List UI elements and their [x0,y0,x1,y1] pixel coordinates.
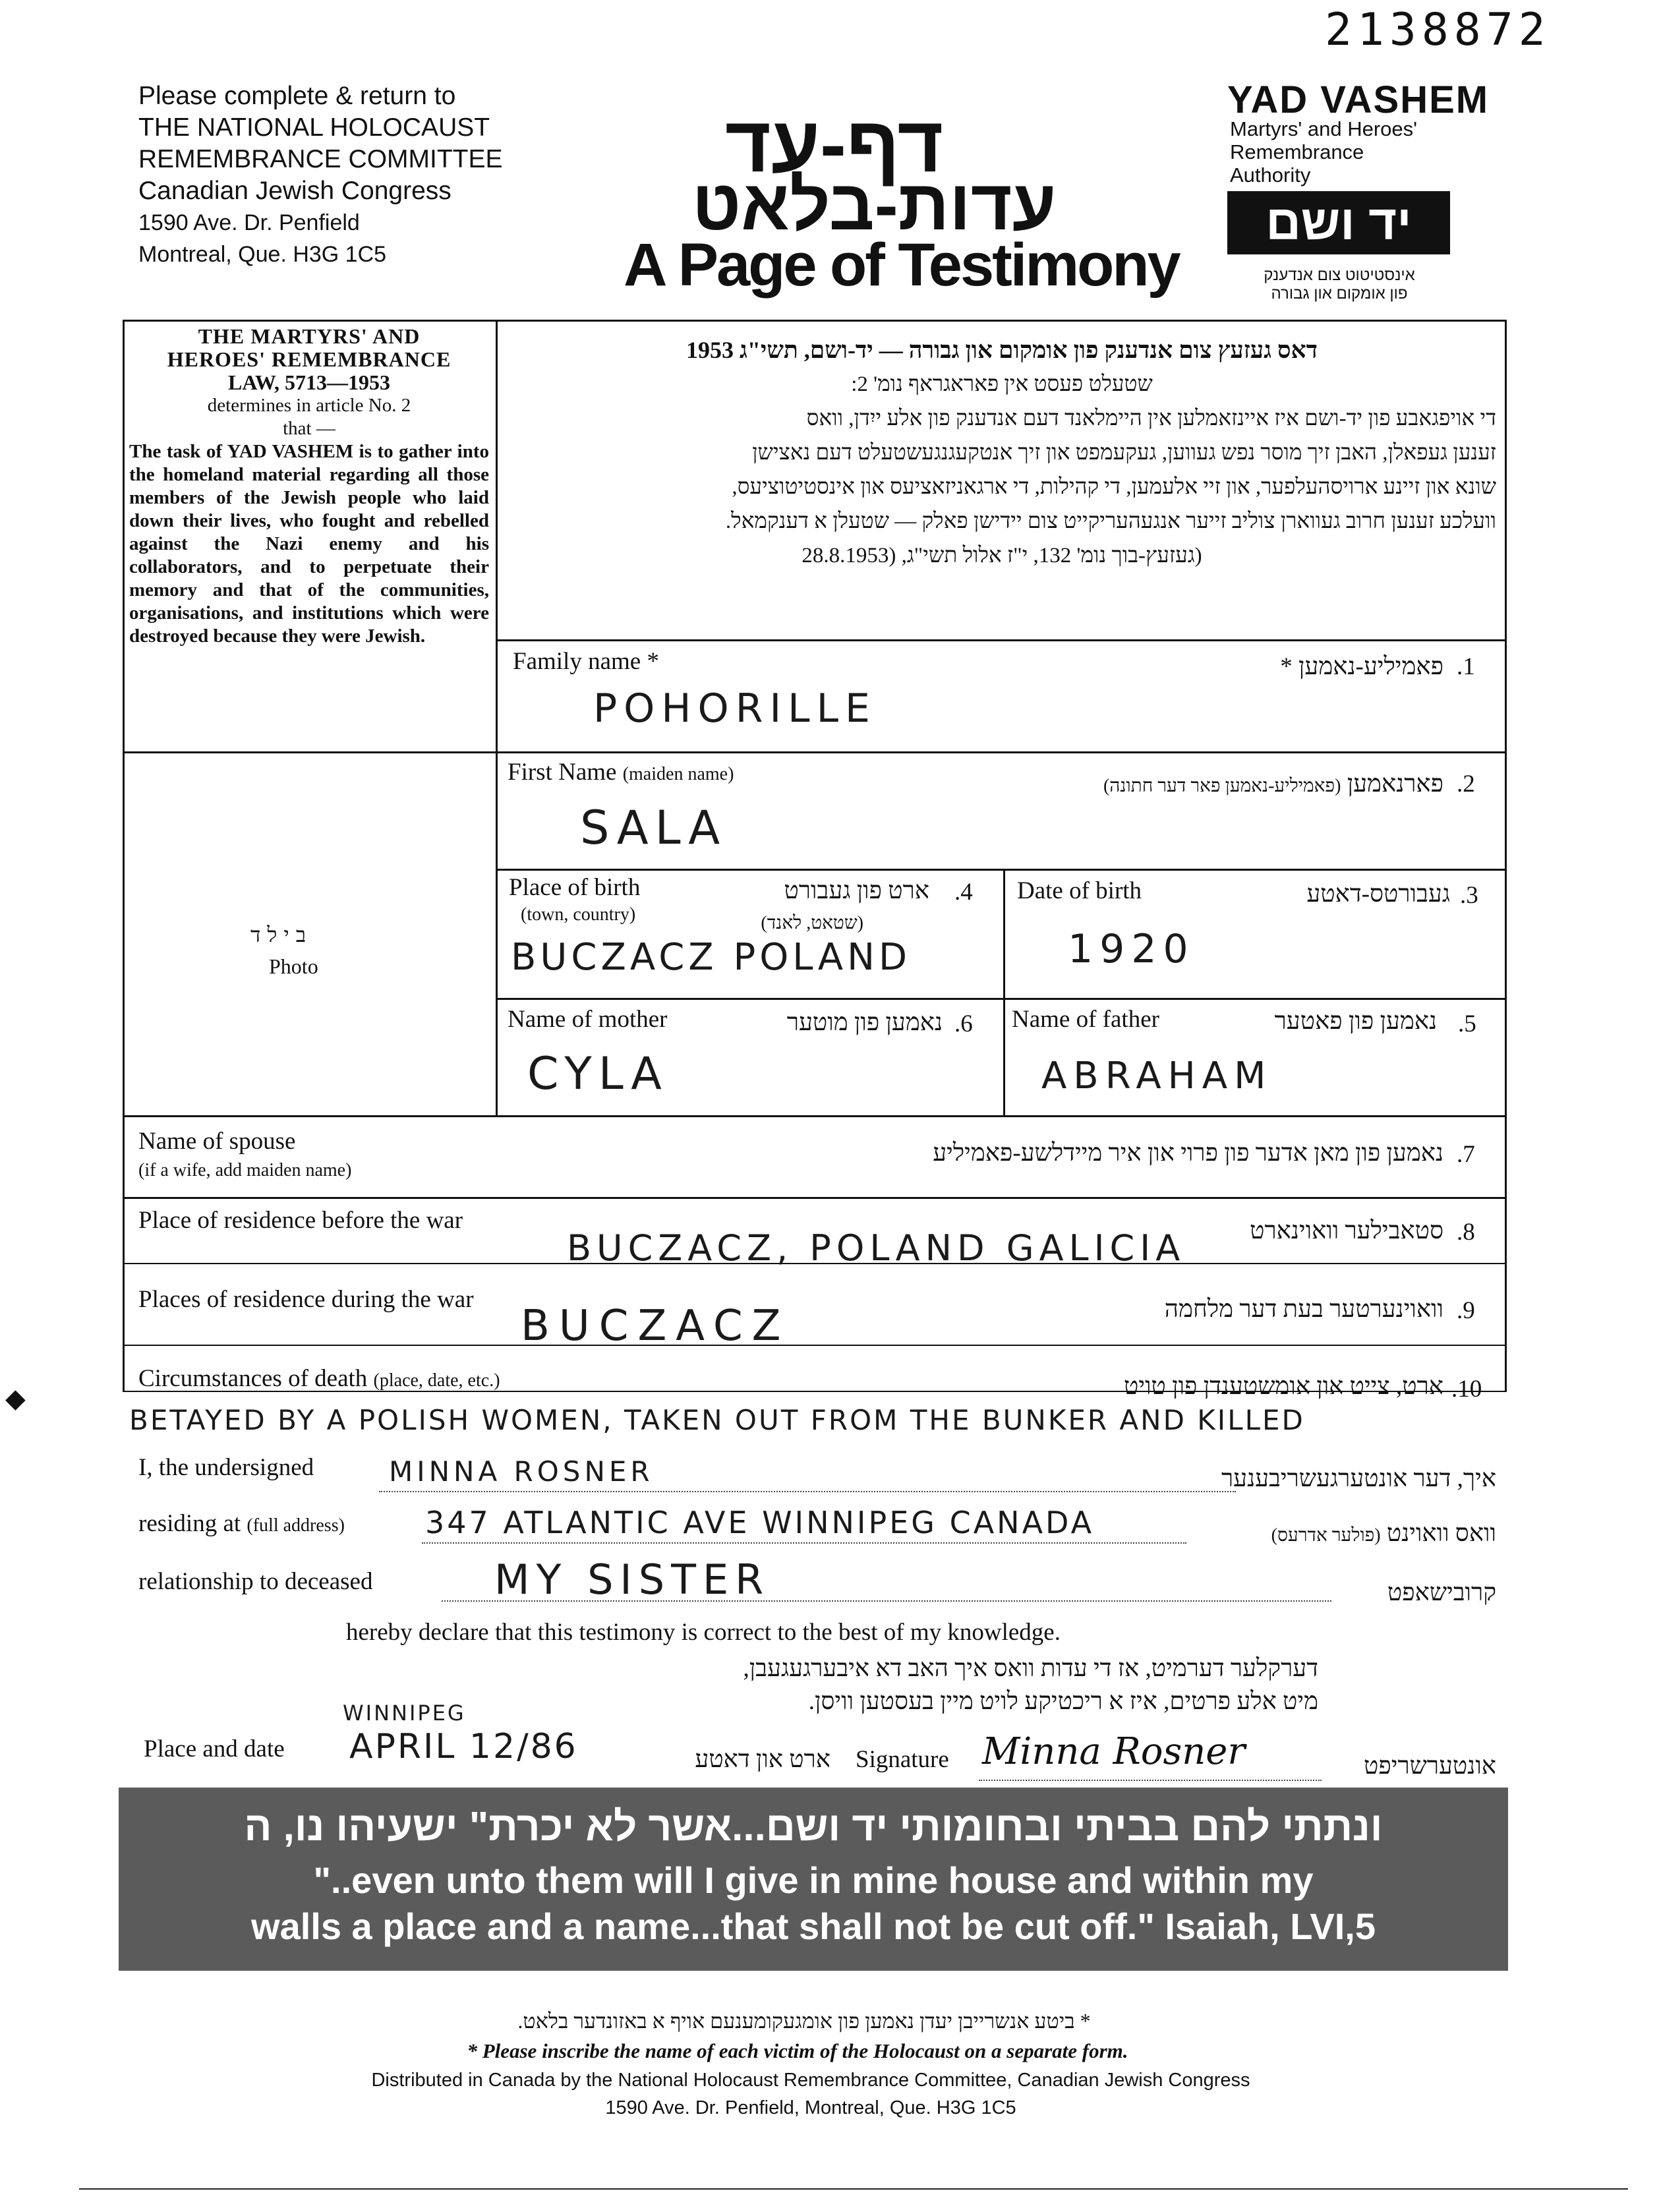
field-number: .9 [1457,1297,1475,1324]
residing-label-yiddish [1193,1519,1496,1548]
field-number: .10 [1451,1376,1482,1403]
signature-field[interactable]: Minna Rosner [982,1730,1246,1773]
signature-label-yiddish: אונטערשריפט [1364,1753,1496,1780]
bottom-rule [79,2188,1628,2190]
residing-yiddish-text: וואס וואוינט [1386,1520,1496,1547]
document-number: 2138872 [1325,4,1551,56]
place-field[interactable]: WINNIPEG [343,1701,466,1726]
page-title: A Page of Testimony [624,231,1179,299]
relationship-field[interactable]: MY SISTER [494,1556,771,1604]
residence-during-field[interactable]: BUCZACZ [521,1302,790,1351]
law-text-box [129,325,489,648]
yiddish-law-line: שונא און זיינע ארויסהעלפער, און זיי אלעמען, די קהילות, די ארגאניזאציעס און אינסטיטוציעס, [732,475,1496,499]
date-of-birth-field[interactable]: 1920 [1068,926,1195,972]
residing-field[interactable]: 347 ATLANTIC AVE WINNIPEG CANADA [425,1505,1095,1540]
spouse-note: (if a wife, add maiden name) [138,1160,352,1180]
declaration-english: hereby declare that this testimony is correct to the best of my knowledge. [346,1619,1061,1646]
return-line: THE NATIONAL HOLOCAUST [138,113,490,142]
mother-name-field[interactable]: CYLA [527,1048,668,1100]
residence-during-label-yiddish: וואוינערטער בעת דער מלחמה [1164,1296,1443,1323]
first-name-label [508,758,734,786]
law-heading: THE MARTYRS' AND [198,324,421,348]
first-name-label-yiddish [936,770,1443,798]
place-of-birth-note: (town, country) [521,904,636,925]
field-number: .2 [1457,771,1475,798]
residing-label-text: residing at [138,1510,241,1537]
date-of-birth-label: Date of birth [1017,877,1142,904]
family-name-label-yiddish: פאמיליע-נאמען * [1280,653,1443,680]
photo-label: Photo [269,954,318,978]
banner-hebrew: ונתתי להם בביתי ובחומותי יד ושם...אשר לא יכרת" ישעיהו נו, ה [244,1804,1383,1849]
field-number: .7 [1457,1141,1475,1168]
yad-vashem-sub-line: Authority [1230,163,1311,187]
place-of-birth-field[interactable]: BUCZACZ POLAND [511,936,912,979]
undersigned-field[interactable]: MINNA ROSNER [389,1455,654,1488]
residence-before-field[interactable]: BUCZACZ, POLAND GALICIA [567,1227,1186,1269]
residing-label-note: (full address) [247,1515,345,1536]
yiddish-law-heading: דאס געזעץ צום אנדענק פון אומקום און גבורה — יד-ושם, תשי"ג 1953 [686,337,1318,363]
residence-during-label: Places of residence during the war [138,1286,474,1313]
yad-vashem-hebrew [1227,266,1451,303]
undersigned-label: I, the undersigned [138,1454,314,1481]
residing-label [138,1509,345,1538]
title-hebrew: דף-עד [725,100,944,189]
law-that: that — [283,418,335,439]
spouse-label-yiddish: נאמען פון מאן אדער פון פרוי און איר מיידלשע-פאמיליע [933,1140,1443,1167]
mother-name-label-yiddish: נאמען פון מוטער [786,1009,943,1036]
law-heading: LAW, 5713—1953 [228,370,390,394]
residing-yiddish-note: (פולער אדרעס) [1271,1525,1381,1546]
place-of-birth-note-yiddish: (שטאט, לאנד) [761,913,863,933]
mother-name-label: Name of mother [508,1006,668,1033]
father-name-field[interactable]: ABRAHAM [1041,1055,1273,1097]
relationship-label-yiddish: קרובישאפט [1387,1579,1496,1606]
return-line: Montreal, Que. H3G 1C5 [138,242,387,267]
first-name-label-text: First Name [508,759,617,786]
banner-english-line: "..even unto them will I give in mine house and within my [313,1859,1314,1901]
footer-distributed: Distributed in Canada by the National Holocaust Remembrance Committee, Canadian Jewish Congress [371,2070,1250,2091]
yad-vashem-sub-line: Remembrance [1230,140,1364,163]
law-text-yiddish [508,333,1496,573]
family-name-field[interactable]: POHORILLE [593,685,877,732]
first-name-field[interactable]: SALA [580,801,727,855]
yiddish-law-line: שטעלט פעסט אין פאראגראף נומ' 2: [851,372,1153,396]
place-date-label-yiddish: ארט און דאטע [695,1746,830,1773]
return-line: 1590 Ave. Dr. Penfield [138,210,360,235]
father-name-label: Name of father [1012,1006,1159,1033]
field-number: .5 [1458,1010,1476,1037]
photo-label-hebrew: בילד [250,923,313,946]
return-address [138,80,503,270]
date-of-birth-label-yiddish: געבורטס-דאטע [1306,881,1450,908]
yiddish-law-line: זענען געפאלן, האבן זיך מוסר נפש געווען, געקעמפט און זיך אנטקעגנגעשטעלט דעם נאצישן [752,441,1496,465]
first-name-yiddish-note: (פאמיליע-נאמען פאר דער חתונה) [1103,776,1341,796]
yiddish-law-line: (געזעץ-בוך נומ' 132, י"ז אלול תשי"ג, (28.8.1953 [801,544,1202,568]
declaration-yiddish: מיט אלע פרטים, איז א ריכטיקע לויט מיין בעסטען וויסן. [808,1688,1318,1715]
yad-vashem-hebrew-line: אינסטיטוט צום אנדענק [1264,266,1415,284]
family-name-label: Family name * [513,648,659,675]
relationship-label: relationship to deceased [138,1568,373,1595]
circumstances-label-note: (place, date, etc.) [373,1370,500,1391]
return-line: Canadian Jewish Congress [138,177,452,205]
yad-vashem-subtitle [1230,117,1417,187]
place-date-label: Place and date [144,1735,285,1762]
circumstances-label [138,1364,500,1393]
yad-vashem-name: YAD VASHEM [1227,78,1490,121]
first-name-label-note: (maiden name) [622,764,734,784]
circumstances-field[interactable]: BETAYED BY A POLISH WOMEN, TAKEN OUT FROM THE BUNKER AND KILLED [129,1404,1305,1436]
law-article: determines in article No. 2 [207,395,411,416]
yiddish-law-line: וועלכע זענען חרוב געווארן צוליב זייער אנגעהעריקייט צום יידישן פאלק — שטעלן א דענקמאל. [725,509,1496,533]
yad-vashem-logo: יד ושם [1227,191,1450,254]
yad-vashem-hebrew-line: פון אומקום און גבורה [1271,285,1408,303]
margin-mark: ◆ [5,1383,26,1413]
law-task-text: The task of YAD VASHEM is to gather into the homeland material regarding all those members of the Jewish people who laid down their lives, who fought and rebelled against the Nazi enemy and his collaborators, and to perpetuate their memory and that of the communities, organisations, and institutions which were destroyed because they were Jewish. [129,441,489,647]
father-name-label-yiddish: נאמען פון פאטער [1274,1008,1437,1035]
title-yiddish: עדות-בלאט [692,165,1057,245]
field-number: .4 [954,879,973,906]
footer-address: 1590 Ave. Dr. Penfield, Montreal, Que. H3G 1C5 [605,2097,1016,2118]
banner-english-line: walls a place and a name...that shall not be cut off." Isaiah, LVI,5 [251,1906,1376,1947]
first-name-yiddish-text: פארנאמען [1347,771,1443,798]
field-number: .3 [1460,882,1478,909]
footer-hebrew-note: * ביטע אנשרייבן יעדן נאמען פון אומגעקומענעם אויף א באזונדער בלאט. [517,2009,1091,2033]
declaration-yiddish: דערקלער דערמיט, אז די עדות וואס איך האב דא איבערגעגעבן, [743,1655,1318,1682]
undersigned-label-yiddish: איך, דער אונטערגעשריבענער [1221,1465,1496,1492]
scripture-banner [119,1788,1508,1971]
footer-note: * Please inscribe the name of each victim of the Holocaust on a separate form. [467,2039,1128,2062]
yiddish-law-line: די אויפגאבע פון יד-ושם איז איינזאמלען אין היימלאנד דעם אנדענק פון אלע ייִדן, וואס [806,407,1496,430]
law-heading: HEROES' REMEMBRANCE [167,347,452,371]
field-number: .1 [1457,653,1475,680]
signature-label: Signature [856,1746,949,1773]
field-number: .8 [1457,1219,1475,1246]
spouse-label: Name of spouse [138,1128,296,1155]
circumstances-label-text: Circumstances of death [138,1365,368,1392]
place-of-birth-label-yiddish: ארט פון געבורט [784,877,929,904]
return-line: Please complete & return to [138,82,456,110]
residence-before-label: Place of residence before the war [138,1207,463,1234]
residence-before-label-yiddish: סטאבילער וואוינארט [1250,1217,1443,1244]
place-of-birth-label: Place of birth [509,874,641,901]
date-field[interactable]: APRIL 12/86 [349,1727,578,1766]
yad-vashem-sub-line: Martyrs' and Heroes' [1230,117,1418,140]
circumstances-label-yiddish: ארט, צייט און אומשטענדן פון טויט [1124,1373,1443,1400]
field-number: .6 [954,1010,973,1037]
return-line: REMEMBRANCE COMMITTEE [138,145,503,173]
